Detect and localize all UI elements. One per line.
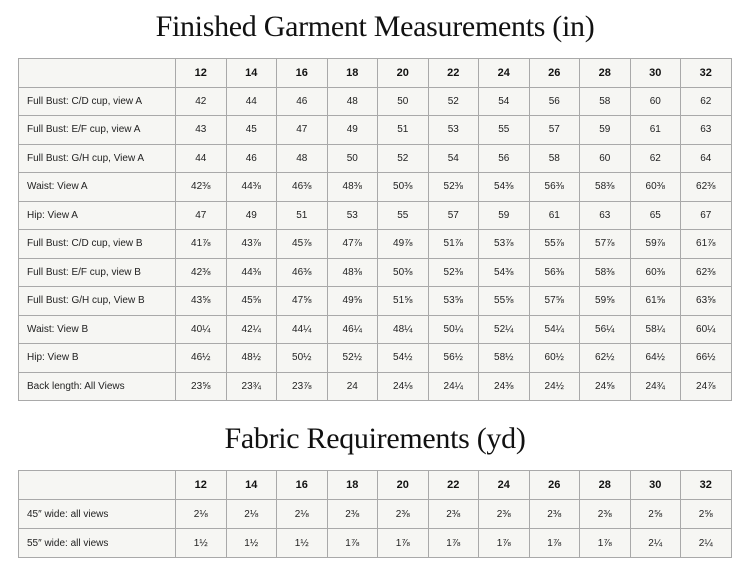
table-row xyxy=(19,230,732,259)
table-cell: 2¼ xyxy=(630,529,681,558)
table-cell: 47 xyxy=(277,116,328,145)
table-cell: 59⅝ xyxy=(580,287,631,316)
size-header: 30 xyxy=(630,59,681,88)
table-cell: 44 xyxy=(226,87,277,116)
table-cell: 60 xyxy=(630,87,681,116)
table-cell: 42⅜ xyxy=(176,258,227,287)
row-label: Hip: View A xyxy=(19,201,176,230)
measurements-header-corner xyxy=(19,59,176,88)
table-cell: 54½ xyxy=(378,344,429,373)
table-cell: 2⅜ xyxy=(529,500,580,529)
table-cell: 59 xyxy=(580,116,631,145)
table-row xyxy=(19,258,732,287)
table-cell: 44⅜ xyxy=(226,258,277,287)
table-cell: 50¼ xyxy=(428,315,479,344)
table-cell: 2⅛ xyxy=(277,500,328,529)
row-label: Full Bust: C/D cup, view B xyxy=(19,230,176,259)
table-cell: 48⅜ xyxy=(327,258,378,287)
row-label: Waist: View A xyxy=(19,173,176,202)
table-cell: 51⅞ xyxy=(428,230,479,259)
table-cell: 43⅞ xyxy=(226,230,277,259)
table-cell: 62⅜ xyxy=(681,173,732,202)
table-row xyxy=(19,144,732,173)
table-row xyxy=(19,201,732,230)
size-header: 32 xyxy=(681,59,732,88)
table-cell: 58 xyxy=(580,87,631,116)
fabric-table xyxy=(18,470,732,558)
size-header: 28 xyxy=(580,471,631,500)
table-cell: 52⅜ xyxy=(428,173,479,202)
table-cell: 46 xyxy=(277,87,328,116)
row-label: Full Bust: G/H cup, View A xyxy=(19,144,176,173)
size-header: 26 xyxy=(529,471,580,500)
table-cell: 60 xyxy=(580,144,631,173)
table-cell: 24⅛ xyxy=(378,372,429,401)
table-cell: 55⅝ xyxy=(479,287,530,316)
row-label: 55″ wide: all views xyxy=(19,529,176,558)
size-header: 16 xyxy=(277,471,328,500)
table-cell: 1⅞ xyxy=(428,529,479,558)
table-cell: 59 xyxy=(479,201,530,230)
table-cell: 2⅛ xyxy=(176,500,227,529)
table-cell: 58½ xyxy=(479,344,530,373)
table-cell: 46⅜ xyxy=(277,258,328,287)
table-cell: 66½ xyxy=(681,344,732,373)
table-cell: 2¼ xyxy=(681,529,732,558)
table-cell: 60⅜ xyxy=(630,258,681,287)
size-header: 24 xyxy=(479,59,530,88)
table-cell: 54 xyxy=(479,87,530,116)
table-row xyxy=(19,315,732,344)
table-cell: 1½ xyxy=(226,529,277,558)
table-cell: 55⅞ xyxy=(529,230,580,259)
table-cell: 2⅜ xyxy=(378,500,429,529)
row-label: Full Bust: G/H cup, View B xyxy=(19,287,176,316)
table-cell: 62 xyxy=(681,87,732,116)
table-cell: 54 xyxy=(428,144,479,173)
table-cell: 61⅞ xyxy=(681,230,732,259)
table-cell: 24⅝ xyxy=(580,372,631,401)
table-cell: 51 xyxy=(277,201,328,230)
table-row xyxy=(19,87,732,116)
table-cell: 1⅞ xyxy=(479,529,530,558)
table-cell: 24 xyxy=(327,372,378,401)
table-cell: 56¼ xyxy=(580,315,631,344)
table-cell: 1½ xyxy=(277,529,328,558)
table-cell: 1⅞ xyxy=(378,529,429,558)
table-cell: 62⅜ xyxy=(681,258,732,287)
fabric-header-row xyxy=(19,471,732,500)
table-cell: 60⅜ xyxy=(630,173,681,202)
table-cell: 52 xyxy=(378,144,429,173)
table-cell: 44¼ xyxy=(277,315,328,344)
measurements-table xyxy=(18,58,732,401)
table-cell: 2⅜ xyxy=(580,500,631,529)
row-label: Hip: View B xyxy=(19,344,176,373)
table-cell: 50⅜ xyxy=(378,173,429,202)
table-cell: 60¼ xyxy=(681,315,732,344)
table-cell: 62 xyxy=(630,144,681,173)
table-row xyxy=(19,173,732,202)
table-cell: 57 xyxy=(428,201,479,230)
row-label: Full Bust: C/D cup, view A xyxy=(19,87,176,116)
table-cell: 53 xyxy=(428,116,479,145)
table-cell: 24½ xyxy=(529,372,580,401)
size-header: 12 xyxy=(176,471,227,500)
measurements-header-row xyxy=(19,59,732,88)
table-cell: 56 xyxy=(529,87,580,116)
table-cell: 50 xyxy=(327,144,378,173)
table-cell: 61 xyxy=(529,201,580,230)
table-cell: 63 xyxy=(681,116,732,145)
table-cell: 1⅞ xyxy=(529,529,580,558)
table-cell: 44⅜ xyxy=(226,173,277,202)
size-header: 30 xyxy=(630,471,681,500)
table-cell: 24⅞ xyxy=(681,372,732,401)
table-cell: 56 xyxy=(479,144,530,173)
row-label: Back length: All Views xyxy=(19,372,176,401)
table-row xyxy=(19,116,732,145)
table-cell: 23⅞ xyxy=(277,372,328,401)
size-header: 12 xyxy=(176,59,227,88)
table-cell: 48½ xyxy=(226,344,277,373)
table-cell: 57 xyxy=(529,116,580,145)
size-header: 14 xyxy=(226,59,277,88)
table-cell: 50⅜ xyxy=(378,258,429,287)
table-row xyxy=(19,344,732,373)
table-cell: 67 xyxy=(681,201,732,230)
size-header: 20 xyxy=(378,59,429,88)
table-cell: 50½ xyxy=(277,344,328,373)
table-row xyxy=(19,529,732,558)
size-header: 20 xyxy=(378,471,429,500)
table-cell: 54⅜ xyxy=(479,173,530,202)
table-cell: 43 xyxy=(176,116,227,145)
size-header: 16 xyxy=(277,59,328,88)
table-cell: 44 xyxy=(176,144,227,173)
size-header: 18 xyxy=(327,59,378,88)
table-cell: 2⅛ xyxy=(226,500,277,529)
table-cell: 52½ xyxy=(327,344,378,373)
table-cell: 51 xyxy=(378,116,429,145)
table-cell: 56⅜ xyxy=(529,173,580,202)
table-cell: 49 xyxy=(226,201,277,230)
fabric-title: Fabric Requirements (yd) xyxy=(224,422,526,455)
table-cell: 24¼ xyxy=(428,372,479,401)
table-cell: 48 xyxy=(277,144,328,173)
table-cell: 63⅝ xyxy=(681,287,732,316)
table-cell: 52⅜ xyxy=(428,258,479,287)
row-label: Full Bust: E/F cup, view A xyxy=(19,116,176,145)
size-header: 28 xyxy=(580,59,631,88)
table-cell: 24¾ xyxy=(630,372,681,401)
table-cell: 54⅜ xyxy=(479,258,530,287)
row-label: Waist: View B xyxy=(19,315,176,344)
table-cell: 49⅞ xyxy=(378,230,429,259)
table-cell: 46⅜ xyxy=(277,173,328,202)
table-cell: 50 xyxy=(378,87,429,116)
table-cell: 1⅞ xyxy=(580,529,631,558)
table-cell: 55 xyxy=(378,201,429,230)
table-cell: 57⅞ xyxy=(580,230,631,259)
row-label: 45″ wide: all views xyxy=(19,500,176,529)
table-cell: 1½ xyxy=(176,529,227,558)
table-cell: 47⅝ xyxy=(277,287,328,316)
size-header: 32 xyxy=(681,471,732,500)
table-cell: 2⅜ xyxy=(479,500,530,529)
table-cell: 47 xyxy=(176,201,227,230)
size-header: 24 xyxy=(479,471,530,500)
table-cell: 2⅜ xyxy=(428,500,479,529)
table-cell: 1⅞ xyxy=(327,529,378,558)
table-cell: 52¼ xyxy=(479,315,530,344)
table-cell: 49 xyxy=(327,116,378,145)
table-cell: 43⅝ xyxy=(176,287,227,316)
fabric-header-corner xyxy=(19,471,176,500)
table-cell: 49⅝ xyxy=(327,287,378,316)
table-cell: 58⅜ xyxy=(580,173,631,202)
table-cell: 40¼ xyxy=(176,315,227,344)
table-row xyxy=(19,500,732,529)
table-cell: 53⅝ xyxy=(428,287,479,316)
table-cell: 53⅞ xyxy=(479,230,530,259)
table-cell: 46½ xyxy=(176,344,227,373)
table-cell: 2⅝ xyxy=(630,500,681,529)
table-cell: 64½ xyxy=(630,344,681,373)
table-cell: 53 xyxy=(327,201,378,230)
table-cell: 54¼ xyxy=(529,315,580,344)
size-header: 14 xyxy=(226,471,277,500)
table-cell: 55 xyxy=(479,116,530,145)
table-cell: 52 xyxy=(428,87,479,116)
table-cell: 64 xyxy=(681,144,732,173)
table-cell: 42¼ xyxy=(226,315,277,344)
table-cell: 46 xyxy=(226,144,277,173)
table-cell: 51⅝ xyxy=(378,287,429,316)
size-header: 22 xyxy=(428,471,479,500)
table-cell: 56½ xyxy=(428,344,479,373)
table-cell: 42 xyxy=(176,87,227,116)
table-cell: 46¼ xyxy=(327,315,378,344)
table-cell: 63 xyxy=(580,201,631,230)
table-cell: 45⅞ xyxy=(277,230,328,259)
table-cell: 23¾ xyxy=(226,372,277,401)
table-cell: 62½ xyxy=(580,344,631,373)
table-cell: 45 xyxy=(226,116,277,145)
table-row xyxy=(19,287,732,316)
table-cell: 57⅝ xyxy=(529,287,580,316)
table-cell: 2⅜ xyxy=(327,500,378,529)
table-cell: 58 xyxy=(529,144,580,173)
size-header: 26 xyxy=(529,59,580,88)
table-cell: 45⅝ xyxy=(226,287,277,316)
table-cell: 48¼ xyxy=(378,315,429,344)
table-cell: 24⅜ xyxy=(479,372,530,401)
table-cell: 41⅞ xyxy=(176,230,227,259)
table-cell: 48⅜ xyxy=(327,173,378,202)
size-header: 18 xyxy=(327,471,378,500)
table-cell: 60½ xyxy=(529,344,580,373)
table-cell: 59⅞ xyxy=(630,230,681,259)
table-cell: 58¼ xyxy=(630,315,681,344)
measurements-title: Finished Garment Measurements (in) xyxy=(155,10,595,43)
table-cell: 56⅜ xyxy=(529,258,580,287)
table-cell: 23⅝ xyxy=(176,372,227,401)
table-cell: 61⅝ xyxy=(630,287,681,316)
table-row xyxy=(19,372,732,401)
table-cell: 65 xyxy=(630,201,681,230)
table-cell: 61 xyxy=(630,116,681,145)
table-cell: 48 xyxy=(327,87,378,116)
row-label: Full Bust: E/F cup, view B xyxy=(19,258,176,287)
table-cell: 2⅝ xyxy=(681,500,732,529)
size-header: 22 xyxy=(428,59,479,88)
table-cell: 47⅞ xyxy=(327,230,378,259)
table-cell: 42⅜ xyxy=(176,173,227,202)
table-cell: 58⅜ xyxy=(580,258,631,287)
